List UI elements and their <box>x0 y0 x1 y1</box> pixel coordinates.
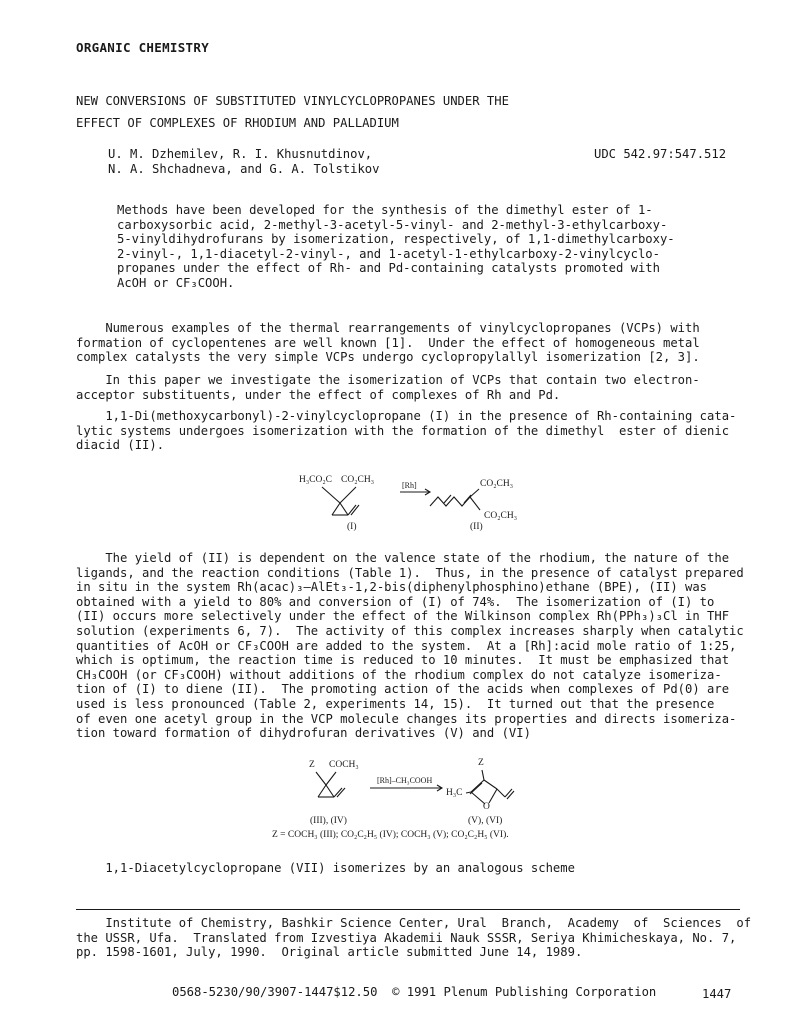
body-line: (II) occurs more selectively under the effect of the Wilkinson complex Rh(PPh₃)₃Cl in THF <box>76 609 730 624</box>
body-line: formation of cyclopentenes are well known [1]. Under the effect of homogeneous metal <box>76 335 700 350</box>
body-line: complex catalysts the very simple VCPs undergo cyclopropylallyl isomerization [2, 3]. <box>76 350 700 365</box>
body-line: obtained with a yield to 80% and conversion of (I) of 74%. The isomerization of (I) to <box>76 594 715 609</box>
paragraph-compound-VII <box>76 861 575 876</box>
footnote-line: Institute of Chemistry, Bashkir Science Center, Ural Branch, Academy of Sciences of <box>76 916 752 930</box>
scheme2-z-left: Z <box>309 760 315 770</box>
body-line: 1,1-Diacetylcyclopropane (VII) isomerizes by an analogous scheme <box>76 861 575 875</box>
scheme2-oxygen: O <box>483 802 490 812</box>
abstract <box>117 203 675 291</box>
scheme1-substituent-left: H₃CO₂C <box>299 475 333 485</box>
body-line: diacid (II). <box>76 438 165 453</box>
scheme2-legend: Z = COCH₃ (III); CO₂C₂H₅ (IV); COCH₃ (V); CO₂C₂H₅ (VI). <box>272 830 509 840</box>
scheme2-z-right: Z <box>478 758 484 768</box>
scheme2-label-III-IV: (III), (IV) <box>310 816 347 826</box>
abstract-line: Methods have been developed for the synthesis of the dimethyl ester of 1- <box>117 203 653 217</box>
paragraph-intro <box>76 321 700 365</box>
body-line: quantities of AcOH or CF₃COOH are added to the system. At a [Rh]:acid mole ratio of 1:25, <box>76 638 737 653</box>
page-number: 1447 <box>702 987 732 1001</box>
footnote-line: the USSR, Ufa. Translated from Izvestiya Akademii Nauk SSSR, Seriya Khimicheskaya, No. 7, <box>76 930 737 945</box>
scheme2-methyl: H₃C <box>446 788 463 798</box>
scheme1-substituent-right: CO₂CH₃ <box>341 475 375 485</box>
scheme1-catalyst-label: [Rh] <box>402 481 417 490</box>
body-line: which is optimum, the reaction time is reduced to 10 minutes. It must be emphasized that <box>76 653 730 668</box>
article-title-line-2: EFFECT OF COMPLEXES OF RHODIUM AND PALLADIUM <box>76 116 399 130</box>
scheme1-product-substituent-2: CO₂CH₃ <box>484 511 518 521</box>
footnote <box>76 916 751 960</box>
body-line: ligands, and the reaction conditions (Table 1). Thus, in the presence of catalyst prepared <box>76 565 744 580</box>
scheme2-label-V-VI: (V), (VI) <box>468 816 503 826</box>
body-line: in situ in the system Rh(acac)₃–AlEt₃-1,2-bis(diphenylphosphino)ethane (BPE), (II) was <box>76 580 708 595</box>
udc-code: UDC 542.97:547.512 <box>594 147 727 161</box>
body-line: 1,1-Di(methoxycarbonyl)-2-vinylcyclopropane (I) in the presence of Rh-containing cata- <box>76 409 737 423</box>
body-line: used is less pronounced (Table 2, experiments 14, 15). It turned out that the presence <box>76 696 715 711</box>
abstract-line: 2-vinyl-, 1,1-diacetyl-2-vinyl-, and 1-acetyl-1-ethylcarboxy-2-vinylcyclo- <box>117 246 660 261</box>
paragraph-compound-I <box>76 409 736 453</box>
body-line: tion of (I) to diene (II). The promoting action of the acids when complexes of Pd(0) are <box>76 682 730 697</box>
body-line: tion toward formation of dihydrofuran derivatives (V) and (VI) <box>76 726 531 741</box>
scheme2-catalyst-label: [Rh]–CH₃COOH <box>377 776 433 785</box>
copyright-line: 0568-5230/90/3907-1447$12.50 © 1991 Plenum Publishing Corporation <box>172 985 657 999</box>
article-title-line-1: NEW CONVERSIONS OF SUBSTITUTED VINYLCYCLOPROPANES UNDER THE <box>76 94 509 108</box>
section-heading: ORGANIC CHEMISTRY <box>76 40 210 55</box>
body-line: In this paper we investigate the isomerization of VCPs that contain two electron- <box>76 373 700 387</box>
scheme1-product-substituent-1: CO₂CH₃ <box>480 479 514 489</box>
footnote-divider <box>76 909 740 910</box>
abstract-line: 5-vinyldihydrofurans by isomerization, respectively, of 1,1-dimethylcarboxy- <box>117 232 675 247</box>
body-line: lytic systems undergoes isomerization with the formation of the dimethyl ester of dienic <box>76 423 730 438</box>
body-line: CH₃COOH (or CF₃COOH) without additions of the rhodium complex do not catalyze isomeriza- <box>76 667 722 682</box>
body-line: solution (experiments 6, 7). The activity of this complex increases sharply when catalytic <box>76 623 744 638</box>
paragraph-results <box>76 551 744 741</box>
body-line: Numerous examples of the thermal rearrangements of vinylcyclopropanes (VCPs) with <box>76 321 700 335</box>
abstract-line: propanes under the effect of Rh- and Pd-containing catalysts promoted with <box>117 261 660 276</box>
authors-line-2: N. A. Shchadneva, and G. A. Tolstikov <box>108 162 380 176</box>
body-line: of even one acetyl group in the VCP molecule changes its properties and directs isomeriza- <box>76 711 737 726</box>
scheme1-label-II: (II) <box>470 522 483 532</box>
scheme2-acetyl: COCH₃ <box>329 760 359 770</box>
footnote-line: pp. 1598-1601, July, 1990. Original article submitted June 14, 1989. <box>76 945 583 960</box>
abstract-line: carboxysorbic acid, 2-methyl-3-acetyl-5-vinyl- and 2-methyl-3-ethylcarboxy- <box>117 217 668 232</box>
body-line: acceptor substituents, under the effect of complexes of Rh and Pd. <box>76 387 561 402</box>
scheme1-label-I: (I) <box>347 522 357 532</box>
body-line: The yield of (II) is dependent on the valence state of the rhodium, the nature of the <box>76 551 730 565</box>
paragraph-aim <box>76 373 700 402</box>
authors-line-1: U. M. Dzhemilev, R. I. Khusnutdinov, <box>108 147 373 161</box>
abstract-line: AcOH or CF₃COOH. <box>117 275 235 290</box>
